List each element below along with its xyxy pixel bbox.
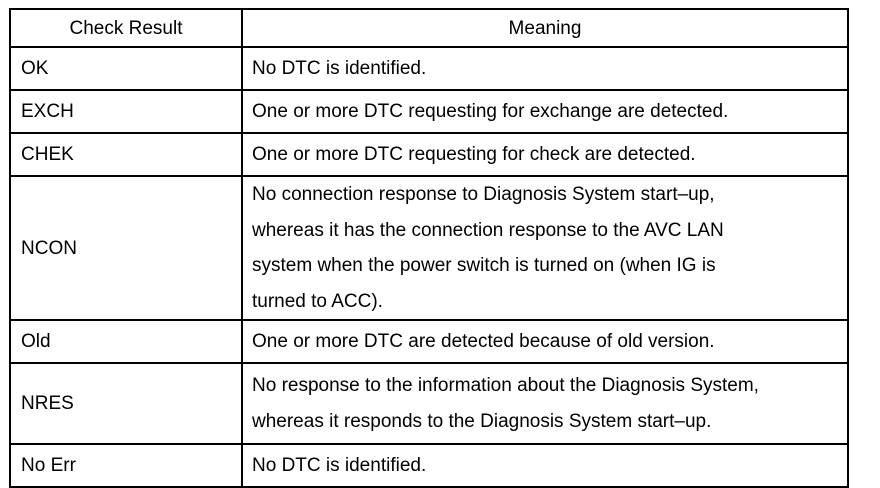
meaning-line: No DTC is identified. (252, 57, 427, 79)
table-row (10, 363, 848, 444)
meaning-cell (242, 176, 848, 320)
check-result-cell: NCON (10, 176, 242, 320)
table-row (10, 444, 848, 487)
check-result-cell: CHEK (10, 133, 242, 176)
meaning-cell (242, 90, 848, 133)
meaning-cell (242, 363, 848, 444)
meaning-cell (242, 320, 848, 363)
header-meaning: Meaning (242, 9, 848, 47)
check-result-cell: OK (10, 47, 242, 90)
header-row (10, 9, 848, 47)
meaning-cell (242, 133, 848, 176)
table-row (10, 90, 848, 133)
meaning-line: system when the power switch is turned on (when IG is (252, 255, 716, 276)
meaning-cell (242, 444, 848, 487)
table-row (10, 47, 848, 90)
meaning-line: turned to ACC). (252, 290, 383, 312)
meaning-line: One or more DTC requesting for exchange are detected. (252, 100, 729, 122)
meaning-line: One or more DTC requesting for check are detected. (252, 143, 696, 165)
meaning-line: No connection response to Diagnosis System start–up, (252, 184, 715, 205)
check-result-cell: NRES (10, 363, 242, 444)
check-result-cell: No Err (10, 444, 242, 487)
check-result-cell: Old (10, 320, 242, 363)
table-row (10, 133, 848, 176)
meaning-line: whereas it responds to the Diagnosis System start–up. (252, 410, 712, 432)
meaning-line: whereas it has the connection response to the AVC LAN (252, 219, 724, 241)
meaning-line: No DTC is identified. (252, 454, 427, 476)
table-row (10, 176, 848, 320)
meaning-line: One or more DTC are detected because of old version. (252, 330, 715, 352)
check-result-cell: EXCH (10, 90, 242, 133)
header-check-result: Check Result (10, 9, 242, 47)
meaning-cell (242, 47, 848, 90)
table-body (10, 47, 848, 487)
check-result-table (9, 8, 849, 488)
table-row (10, 320, 848, 363)
meaning-line: No response to the information about the Diagnosis System, (252, 375, 759, 396)
table-header (10, 9, 848, 47)
